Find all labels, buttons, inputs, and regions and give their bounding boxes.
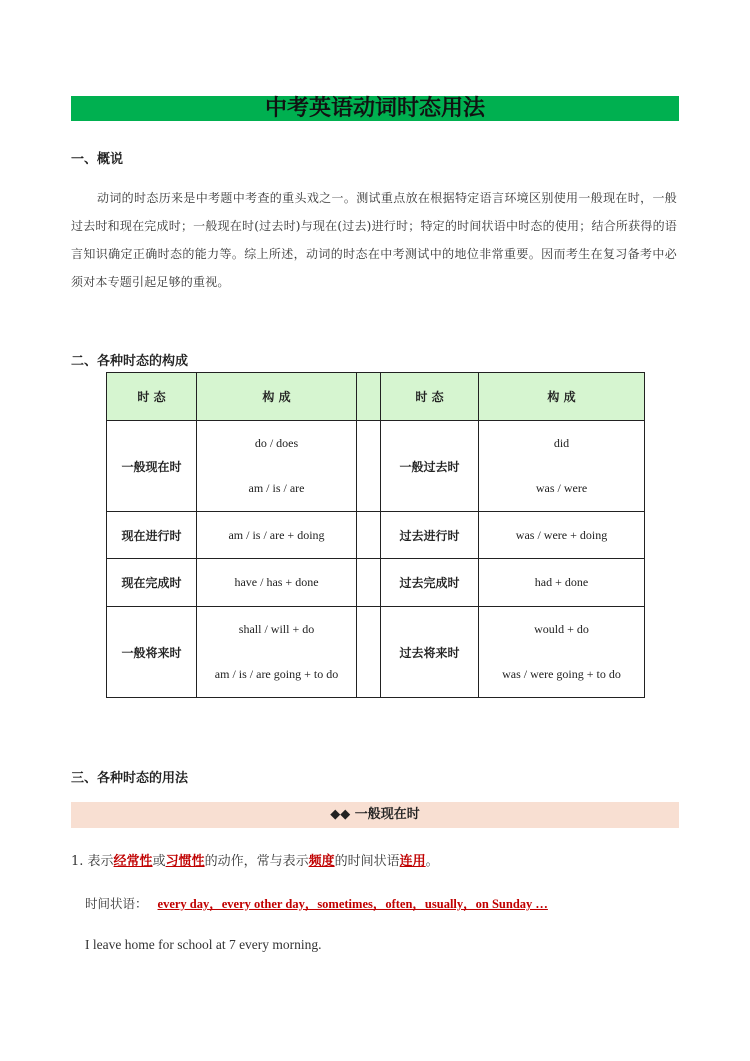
tense-form: have / has + done bbox=[197, 559, 357, 607]
header-form-left: 构 成 bbox=[197, 373, 357, 421]
gap-cell bbox=[357, 559, 381, 607]
keyword: 经常性 bbox=[113, 854, 153, 869]
usage-text: 的时间状语 bbox=[334, 854, 400, 869]
header-tense-left: 时 态 bbox=[107, 373, 197, 421]
tense-form: was / were bbox=[535, 481, 588, 495]
tense-name: 现在进行时 bbox=[107, 512, 197, 559]
header-gap bbox=[357, 373, 381, 421]
time-adverbials bbox=[85, 894, 548, 912]
tense-name: 一般现在时 bbox=[107, 421, 197, 512]
table-row bbox=[107, 559, 645, 607]
tense-form: am / is / are + doing bbox=[197, 512, 357, 559]
example-sentence: I leave home for school at 7 every morning. bbox=[85, 937, 322, 952]
usage-text: 的动作，常与表示 bbox=[204, 854, 309, 869]
section-heading-overview: 一、概说 bbox=[71, 152, 124, 167]
gap-cell bbox=[357, 512, 381, 559]
tense-form: did bbox=[553, 436, 570, 450]
tense-form: am / is / are going + to do bbox=[214, 667, 339, 681]
usage-text: 。 bbox=[425, 854, 439, 869]
tense-form: was / were going + to do bbox=[502, 667, 621, 681]
usage-point-1 bbox=[71, 850, 439, 869]
gap-cell bbox=[357, 607, 381, 698]
tense-form: was / were + doing bbox=[479, 512, 645, 559]
table-row bbox=[107, 512, 645, 559]
tense-formation-table bbox=[106, 372, 645, 698]
tense-name: 一般过去时 bbox=[381, 421, 479, 512]
document-title: 中考英语动词时态用法 bbox=[71, 96, 679, 121]
tense-name: 过去进行时 bbox=[381, 512, 479, 559]
header-tense-right: 时 态 bbox=[381, 373, 479, 421]
tense-form: would + do bbox=[534, 622, 589, 636]
subsection-band-simple-present: ◆◆ 一般现在时 bbox=[71, 802, 679, 828]
section-heading-usage: 三、各种时态的用法 bbox=[71, 771, 189, 786]
keyword: 习惯性 bbox=[165, 854, 205, 869]
table-row bbox=[107, 421, 645, 512]
tense-name: 过去完成时 bbox=[381, 559, 479, 607]
header-form-right: 构 成 bbox=[479, 373, 645, 421]
tense-form: do / does bbox=[254, 436, 299, 450]
usage-text: 或 bbox=[152, 854, 166, 869]
usage-text: 1. 表示 bbox=[71, 854, 114, 869]
table-header-row bbox=[107, 373, 645, 421]
tense-name: 一般将来时 bbox=[107, 607, 197, 698]
tense-form: had + done bbox=[479, 559, 645, 607]
section-heading-formation: 二、各种时态的构成 bbox=[71, 354, 189, 369]
overview-paragraph: 动词的时态历来是中考题中考查的重头戏之一。测试重点放在根据特定语言环境区别使用一般现在时，一般过去时和现在完成时；一般现在时(过去时)与现在(过去)进行时；特定的时间状语中时态的使用；结合所获得的语言知识确定正确时态的能力等。综上所述，动词的时态在中考测试中的地位非常重要。因而考生在复习备考中必须对本专题引起足够的重视。 bbox=[71, 191, 677, 289]
adverbials-label: 时间状语： bbox=[85, 896, 148, 911]
tense-name: 现在完成时 bbox=[107, 559, 197, 607]
keyword: 连用 bbox=[399, 854, 426, 869]
table-row bbox=[107, 607, 645, 698]
tense-form: shall / will + do bbox=[238, 622, 315, 636]
keyword: 频度 bbox=[308, 854, 335, 869]
tense-form: am / is / are bbox=[248, 481, 305, 495]
gap-cell bbox=[357, 421, 381, 512]
adverbials-list: every day，every other day，sometimes，often，usually，on Sunday … bbox=[157, 897, 548, 911]
tense-name: 过去将来时 bbox=[381, 607, 479, 698]
